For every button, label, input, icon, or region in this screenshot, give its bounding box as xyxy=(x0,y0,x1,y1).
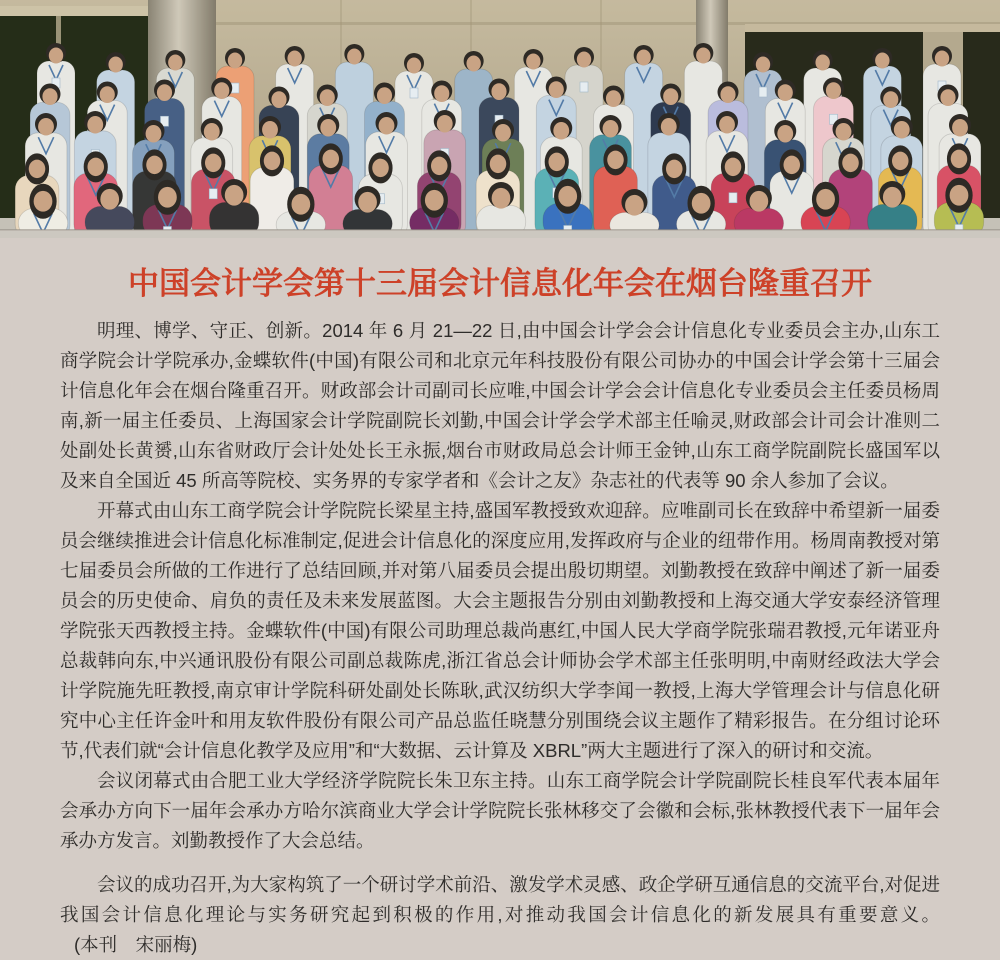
scan-tint xyxy=(0,0,1000,238)
group-photo-svg xyxy=(0,0,1000,238)
paragraph-1: 明理、博学、守正、创新。2014 年 6 月 21—22 日,由中国会计学会会计信息化专业委员会主办,山东工商学院会计学院承办,金蝶软件(中国)有限公司和北京元年科技股份有限公司协办的中国会计学会第十三届会计信息化年会在烟台隆重召开。财政部会计司副司长应唯,中国会计学会会计信息化专业委员会主任委员杨周南,新一届主任委员、上海国家会计学院副院长刘勤,中国会计学会学术部主任喻灵,财政部会计司会计准则二处副处长黄赟,山东省财政厅会计处处长王永振,烟台市财政局总会计师王金钟,山东工商学院副院长盛国军以及来自全国近 45 所高等院校、实务界的专家学者和《会计之友》杂志社的代表等 90 余人参加了会议。 xyxy=(60,320,940,491)
article-title: 中国会计学会第十三届会计信息化年会在烟台隆重召开 xyxy=(128,266,872,301)
paragraph-3: 会议闭幕式由合肥工业大学经济学院院长朱卫东主持。山东工商学院会计学院副院长桂良军代表本届年会承办方向下一届年会承办方哈尔滨商业大学会计学院院长张林移交了会徽和会标,张林教授代表下一届年会承办方发言。刘勤教授作了大会总结。 xyxy=(60,770,940,851)
article xyxy=(0,258,1000,960)
paragraph-4 xyxy=(60,870,940,960)
paragraph-2: 开幕式由山东工商学院会计学院院长梁星主持,盛国军教授致欢迎辞。应唯副司长在致辞中希望新一届委员会继续推进会计信息化标准制定,促进会计信息化的深度应用,发挥政府与企业的纽带作用。杨周南教授对第七届委员会所做的工作进行了总结回顾,并对第八届委员会提出殷切期望。刘勤教授在致辞中阐述了新一届委员会的历史使命、肩负的责任及未来发展蓝图。大会主题报告分别由刘勤教授和上海交通大学安泰经济管理学院张天西教授主持。金蝶软件(中国)有限公司助理总裁尚惠红,中国人民大学商学院张瑞君教授,元年诺亚舟总裁韩向东,中兴通讯股份有限公司副总裁陈虎,浙江省总会计师协会学术部主任张明明,中南财经政法大学会计学院施先旺教授,南京审计学院科研处副处长陈耿,武汉纺织大学李闻一教授,上海大学管理会计与信息化研究中心主任许金叶和用友软件股份有限公司产品总监任晓慧分别围绕会议主题作了精彩报告。在分组讨论环节,代表们就“会计信息化教学及应用”和“大数据、云计算及 XBRL”两大主题进行了深入的研讨和交流。 xyxy=(60,500,940,761)
paragraph-4-text: 会议的成功召开,为大家构筑了一个研讨学术前沿、激发学术灵感、政企学研互通信息的交流平台,对促进我国会计信息化理论与实务研究起到积极的作用,对推动我国会计信息化的新发展具有重要意义。 xyxy=(60,874,940,925)
byline: (本刊 宋丽梅) xyxy=(74,934,198,955)
group-photo xyxy=(0,0,1000,238)
